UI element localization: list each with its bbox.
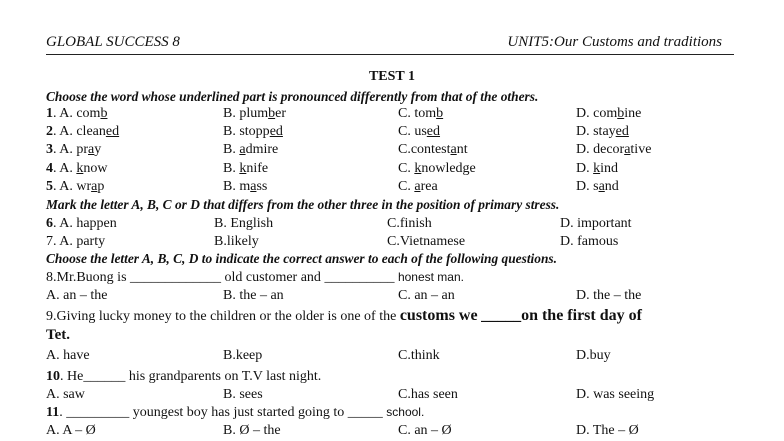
option-3d: D. decorative bbox=[576, 142, 652, 158]
instruction-questions: Choose the letter A, B, C, D to indicate the correct answer to each of the following questions. bbox=[46, 251, 557, 266]
option-1a: 1. A. comb bbox=[46, 106, 108, 121]
question-1 bbox=[46, 106, 746, 124]
option-4b: B. knife bbox=[223, 160, 269, 176]
option-11d: D. The – Ø bbox=[576, 423, 639, 438]
option-3b: B. admire bbox=[223, 142, 279, 158]
option-10a: A. saw bbox=[46, 387, 85, 402]
option-5d: D. sand bbox=[576, 178, 619, 194]
option-6c: C.finish bbox=[387, 216, 432, 231]
instruction-pronunciation: Choose the word whose underlined part is pronounced differently from that of the others. bbox=[46, 89, 539, 104]
option-5a: 5. A. wrap bbox=[46, 178, 105, 194]
option-8b: B. the – an bbox=[223, 288, 284, 303]
question-9-stem-end: Tet. bbox=[46, 327, 71, 343]
question-9-options bbox=[46, 348, 746, 366]
header-unit-title: UNIT5:Our Customs and traditions bbox=[507, 34, 722, 50]
question-2 bbox=[46, 124, 746, 142]
test-title: TEST 1 bbox=[368, 69, 416, 84]
option-3c: C.contestant bbox=[398, 142, 468, 158]
option-11c: C. an – Ø bbox=[398, 423, 452, 438]
option-5b: B. mass bbox=[223, 178, 268, 194]
question-10-options bbox=[46, 387, 746, 405]
question-4 bbox=[46, 161, 746, 179]
question-7 bbox=[46, 234, 746, 252]
option-4a: 4. A. know bbox=[46, 160, 108, 176]
option-4d: D. kind bbox=[576, 160, 619, 176]
question-8-stem: 8.Mr.Buong is _____________ old customer and __________ honest man. bbox=[46, 270, 464, 285]
question-6 bbox=[46, 216, 746, 234]
question-5 bbox=[46, 179, 746, 197]
question-11-stem: 11. _________ youngest boy has just started going to _____ school. bbox=[46, 405, 425, 420]
page-header bbox=[46, 32, 734, 55]
option-6a: 6. A. happen bbox=[46, 216, 117, 231]
option-8a: A. an – the bbox=[46, 288, 108, 303]
option-2c: C. used bbox=[398, 124, 441, 140]
option-1d: D. combine bbox=[576, 106, 642, 121]
option-7b: B.likely bbox=[214, 234, 259, 249]
option-8d: D. the – the bbox=[576, 288, 642, 303]
question-3 bbox=[46, 142, 746, 160]
option-10c: C.has seen bbox=[398, 387, 458, 402]
option-10d: D. was seeing bbox=[576, 387, 655, 402]
option-2a: 2. A. cleaned bbox=[46, 124, 120, 140]
question-11-options bbox=[46, 423, 746, 441]
option-9d: D.buy bbox=[576, 348, 611, 363]
option-6b: B. English bbox=[214, 216, 274, 231]
option-7a: 7. A. party bbox=[46, 234, 106, 249]
option-6d: D. important bbox=[560, 216, 632, 231]
option-11b: B. Ø – the bbox=[223, 423, 281, 438]
option-9b: B.keep bbox=[223, 348, 263, 363]
option-5c: C. area bbox=[398, 178, 438, 194]
question-10-stem: 10. He______ his grandparents on T.V last night. bbox=[46, 369, 322, 384]
option-11a: A. A – Ø bbox=[46, 423, 96, 438]
option-10b: B. sees bbox=[223, 387, 263, 402]
question-9-stem: 9.Giving lucky money to the children or the older is one of the customs we _____on the first day of bbox=[46, 307, 642, 324]
option-2b: B. stopped bbox=[223, 124, 283, 140]
option-9a: A. have bbox=[46, 348, 90, 363]
option-3a: 3. A. pray bbox=[46, 142, 102, 158]
option-4c: C. knowledge bbox=[398, 160, 476, 176]
question-8-options bbox=[46, 288, 746, 306]
option-9c: C.think bbox=[398, 348, 440, 363]
option-8c: C. an – an bbox=[398, 288, 455, 303]
option-2d: D. stayed bbox=[576, 124, 629, 140]
option-1c: C. tomb bbox=[398, 106, 444, 121]
instruction-stress: Mark the letter A, B, C or D that differs from the other three in the position of primary stress. bbox=[46, 197, 560, 212]
option-7c: C.Vietnamese bbox=[387, 234, 466, 249]
option-1b: B. plumber bbox=[223, 106, 287, 121]
header-book-title: GLOBAL SUCCESS 8 bbox=[46, 34, 180, 50]
option-7d: D. famous bbox=[560, 234, 619, 249]
